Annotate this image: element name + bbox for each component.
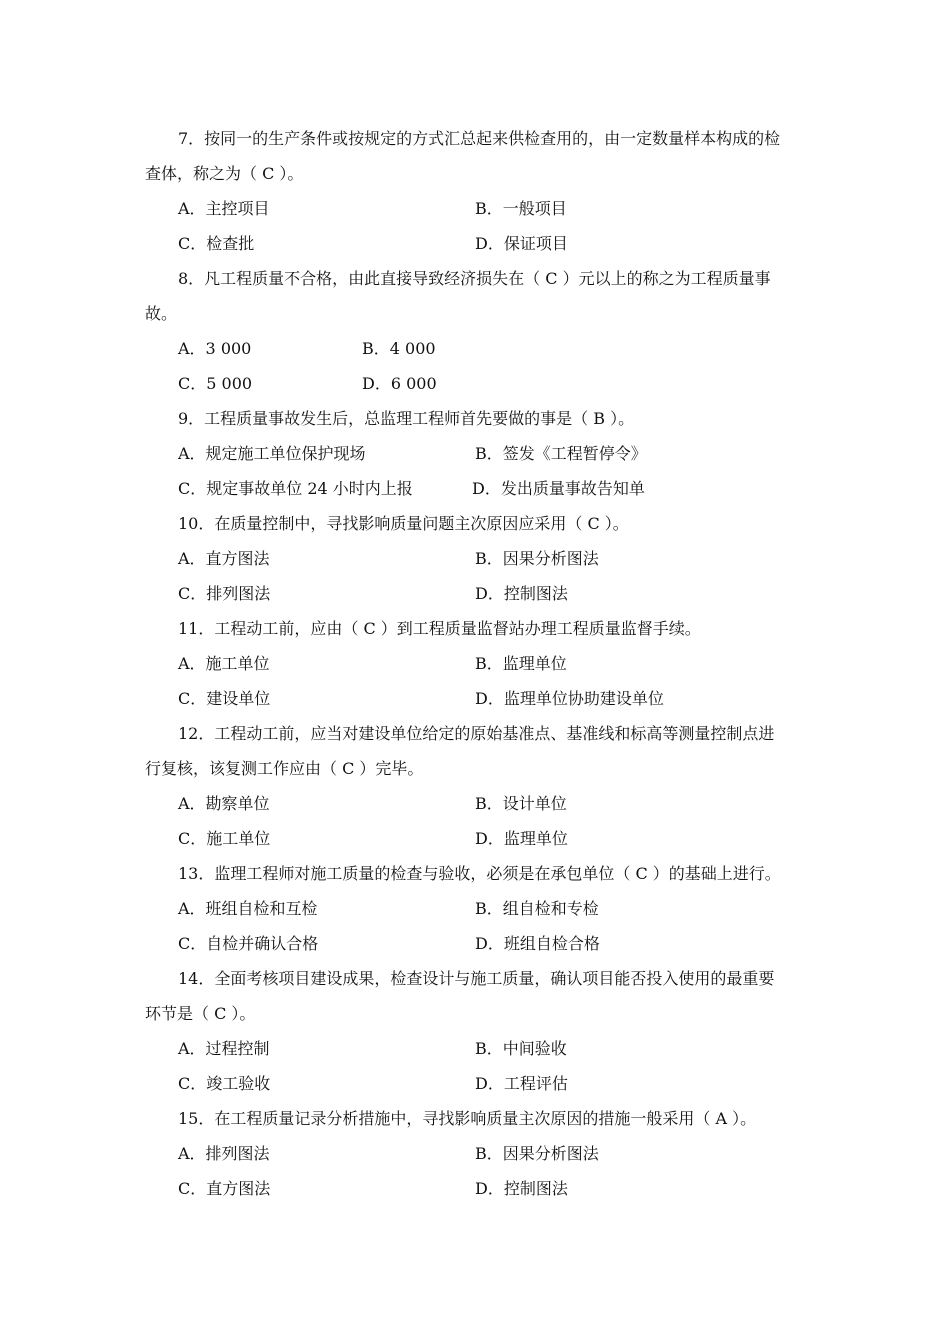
- option-row: [145, 1066, 810, 1101]
- option-b: B．设计单位: [475, 794, 567, 813]
- option-a: A．规定施工单位保护现场: [178, 444, 366, 463]
- question-stem-line: 7．按同一的生产条件或按规定的方式汇总起来供检查用的，由一定数量样本构成的检: [178, 129, 781, 148]
- option-b: B．中间验收: [475, 1039, 567, 1058]
- option-b: B．4 000: [362, 339, 436, 358]
- option-a: A．勘察单位: [178, 794, 270, 813]
- option-row: [145, 226, 810, 261]
- question-stem-line: 11．工程动工前，应由（ C ）到工程质量监督站办理工程质量监督手续。: [178, 619, 701, 638]
- option-d: D．监理单位: [475, 829, 568, 848]
- option-c: C．施工单位: [178, 829, 271, 848]
- option-d: D．6 000: [362, 374, 437, 393]
- option-d: D．班组自检合格: [475, 934, 600, 953]
- option-c: C．竣工验收: [178, 1074, 271, 1093]
- option-row: [145, 646, 810, 681]
- option-row: [145, 891, 810, 926]
- option-c: C．检查批: [178, 234, 255, 253]
- option-a: A．3 000: [178, 339, 252, 358]
- option-a: A．直方图法: [178, 549, 270, 568]
- option-a: A．施工单位: [178, 654, 270, 673]
- option-row: [145, 541, 810, 576]
- question-list: [145, 121, 810, 1206]
- option-row: [145, 436, 810, 471]
- option-row: [145, 1031, 810, 1066]
- option-b: B．因果分析图法: [475, 1144, 599, 1163]
- option-d: D．保证项目: [475, 234, 568, 253]
- option-b: B．监理单位: [475, 654, 567, 673]
- question-stem-line: 10．在质量控制中，寻找影响质量问题主次原因应采用（ C ）。: [178, 514, 629, 533]
- option-d: D．控制图法: [475, 584, 568, 603]
- option-row: [145, 191, 810, 226]
- question-stem-line: 查体，称之为（ C ）。: [145, 164, 304, 183]
- option-c: C．5 000: [178, 374, 253, 393]
- question-stem-line: 13．监理工程师对施工质量的检查与验收，必须是在承包单位（ C ）的基础上进行。: [178, 864, 781, 883]
- option-c: C．规定事故单位 24 小时内上报: [178, 479, 413, 498]
- option-a: A．班组自检和互检: [178, 899, 318, 918]
- question-stem-line: 8．凡工程质量不合格，由此直接导致经济损失在（ C ）元以上的称之为工程质量事: [178, 269, 771, 288]
- option-d: D．监理单位协助建设单位: [475, 689, 664, 708]
- option-row: [145, 366, 810, 401]
- option-row: [145, 786, 810, 821]
- question-stem-line: 14．全面考核项目建设成果，检查设计与施工质量，确认项目能否投入使用的最重要: [178, 969, 775, 988]
- option-d: D．工程评估: [475, 1074, 568, 1093]
- option-b: B．组自检和专检: [475, 899, 599, 918]
- option-b: B．因果分析图法: [475, 549, 599, 568]
- option-c: C．自检并确认合格: [178, 934, 319, 953]
- option-d: D．控制图法: [475, 1179, 568, 1198]
- option-a: A．过程控制: [178, 1039, 270, 1058]
- option-row: [145, 471, 810, 506]
- option-c: C．排列图法: [178, 584, 271, 603]
- question-stem-line: 故。: [145, 304, 178, 323]
- option-a: A．排列图法: [178, 1144, 270, 1163]
- option-row: [145, 681, 810, 716]
- question-stem-line: 15．在工程质量记录分析措施中，寻找影响质量主次原因的措施一般采用（ A ）。: [178, 1109, 757, 1128]
- option-row: [145, 576, 810, 611]
- option-row: [145, 1171, 810, 1206]
- question-stem-line: 行复核，该复测工作应由（ C ）完毕。: [145, 759, 424, 778]
- option-a: A．主控项目: [178, 199, 270, 218]
- option-c: C．直方图法: [178, 1179, 271, 1198]
- option-row: [145, 1136, 810, 1171]
- question-stem-line: 9．工程质量事故发生后，总监理工程师首先要做的事是（ B ）。: [178, 409, 635, 428]
- option-b: B．签发《工程暂停令》: [475, 444, 647, 463]
- option-b: B．一般项目: [475, 199, 567, 218]
- question-stem-line: 环节是（ C ）。: [145, 1004, 256, 1023]
- option-c: C．建设单位: [178, 689, 271, 708]
- option-row: [145, 821, 810, 856]
- question-stem-line: 12．工程动工前，应当对建设单位给定的原始基准点、基准线和标高等测量控制点进: [178, 724, 775, 743]
- option-row: [145, 926, 810, 961]
- option-row: [145, 331, 810, 366]
- option-d: D．发出质量事故告知单: [472, 479, 645, 498]
